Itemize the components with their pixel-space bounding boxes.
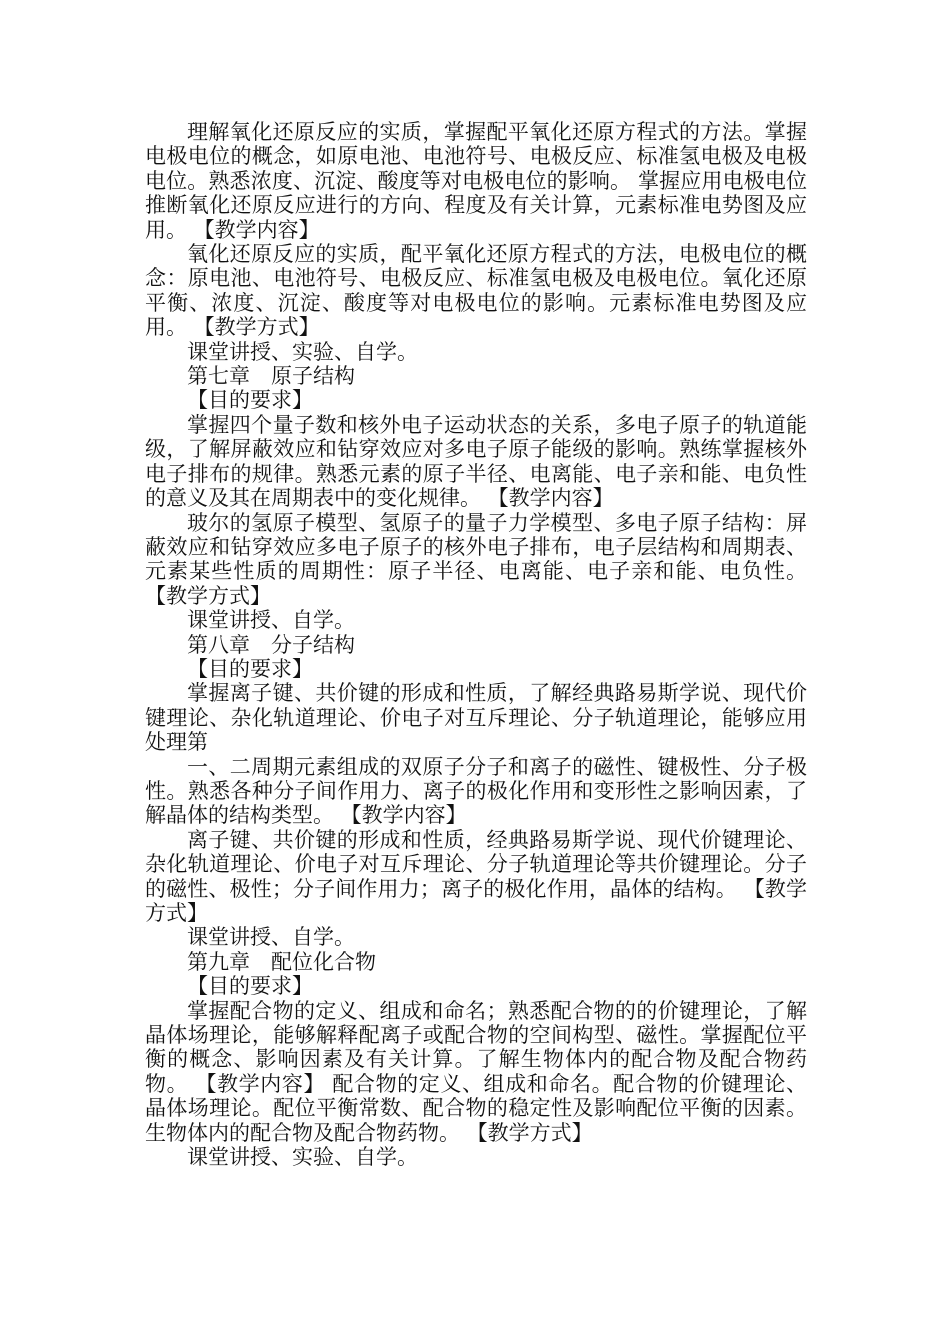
chapter-9-objectives-heading: 【目的要求】: [187, 974, 313, 999]
paragraph-molecule-method: 课堂讲授、自学。: [187, 925, 355, 950]
paragraph-molecule-content: 离子键、共价键的形成和性质，经典路易斯学说、现代价键理论、杂化轨道理论、价电子对互斥理论、分子轨道理论等共价键理论。分子的磁性、极性；分子间作用力；离子的极化作用，晶体的结构。 【教学方式】: [145, 827, 807, 925]
paragraph-coordination-objectives: 掌握配合物的定义、组成和命名；熟悉配合物的的价键理论，了解晶体场理论，能够解释配离子或配合物的空间构型、磁性。掌握配位平衡的概念、影响因素及有关计算。了解生物体内的配合物及配合物药物。 【教学内容】 配合物的定义、组成和命名。配合物的价键理论、晶体场理论。配位平衡常数、配合物的稳定性及影响配位平衡的因素。生物体内的配合物及配合物药物。 【教学方式】: [145, 998, 807, 1145]
paragraph-atom-objectives: 掌握四个量子数和核外电子运动状态的关系，多电子原子的轨道能级，了解屏蔽效应和钻穿效应对多电子原子能级的影响。熟练掌握核外电子排布的规律。熟悉元素的原子半径、电离能、电子亲和能、电负性的意义及其在周期表中的变化规律。 【教学内容】: [145, 412, 807, 511]
paragraph-atom-content: 玻尔的氢原子模型、氢原子的量子力学模型、多电子原子结构：屏蔽效应和钻穿效应多电子原子的核外电子排布，电子层结构和周期表、元素某些性质的周期性：原子半径、电离能、电子亲和能、电负性。 【教学方式】: [145, 510, 807, 608]
document-page: [145, 120, 807, 1169]
paragraph-redox-method: 课堂讲授、实验、自学。: [187, 339, 418, 364]
chapter-8-heading: 第八章 分子结构: [187, 632, 355, 657]
chapter-7-objectives-heading: 【目的要求】: [187, 388, 313, 413]
chapter-8-objectives-heading: 【目的要求】: [187, 656, 313, 681]
paragraph-redox-content: 氧化还原反应的实质，配平氧化还原方程式的方法，电极电位的概念：原电池、电池符号、电极反应、标准氢电极及电极电位。氧化还原平衡、浓度、沉淀、酸度等对电极电位的影响。元素标准电势图及应用。 【教学方式】: [145, 242, 807, 340]
paragraph-molecule-objectives: 掌握离子键、共价键的形成和性质，了解经典路易斯学说、现代价键理论、杂化轨道理论、价电子对互斥理论、分子轨道理论，能够应用处理第: [145, 681, 807, 755]
paragraph-molecule-objectives-cont: 一、二周期元素组成的双原子分子和离子的磁性、键极性、分子极性。熟悉各种分子间作用力、离子的极化作用和变形性之影响因素，了解晶体的结构类型。 【教学内容】: [145, 754, 807, 828]
paragraph-atom-method: 课堂讲授、自学。: [187, 608, 355, 633]
paragraph-redox-objectives: 理解氧化还原反应的实质，掌握配平氧化还原方程式的方法。掌握电极电位的概念，如原电池、电池符号、电极反应、标准氢电极及电极电位。熟悉浓度、沉淀、酸度等对电极电位的影响。 掌握应用电极电位推断氧化还原反应进行的方向、程度及有关计算，元素标准电势图及应用。 【教学内容】: [145, 120, 807, 242]
chapter-7-heading: 第七章 原子结构: [187, 364, 355, 389]
chapter-9-heading: 第九章 配位化合物: [187, 949, 376, 974]
paragraph-coordination-method: 课堂讲授、实验、自学。: [187, 1145, 418, 1170]
